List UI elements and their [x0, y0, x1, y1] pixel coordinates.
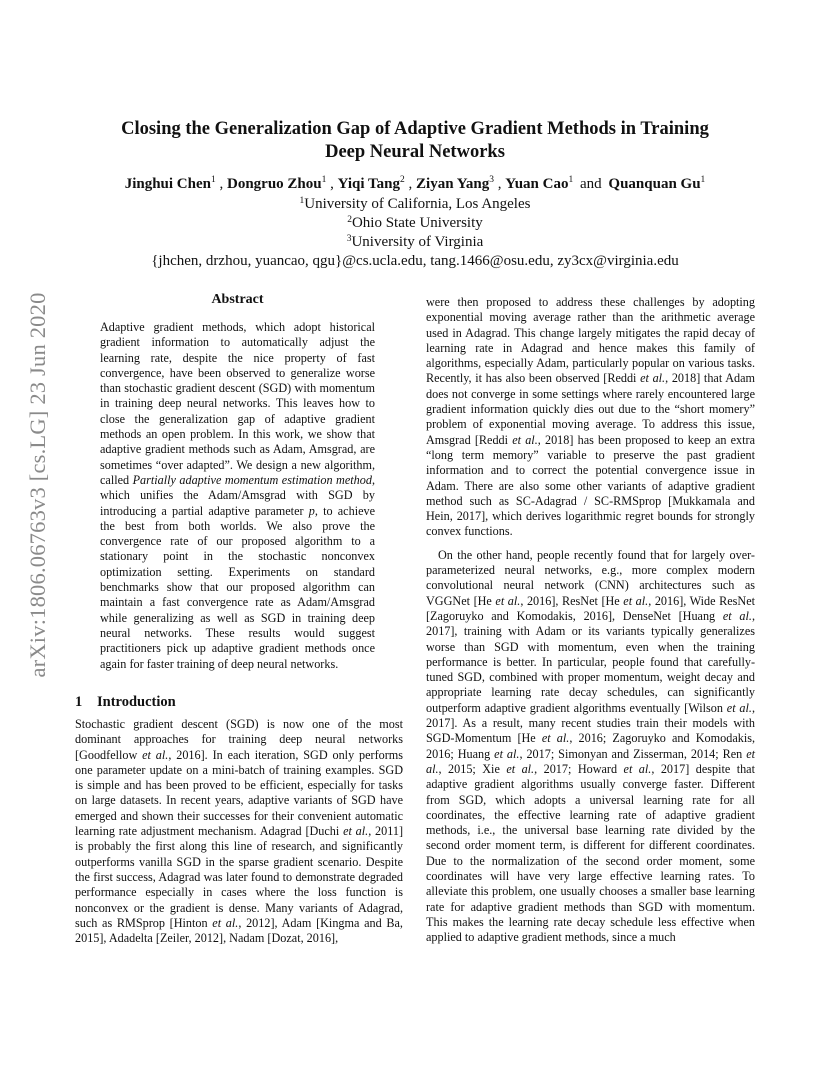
- section-number: 1: [75, 694, 83, 710]
- body-text: , 2016]. In each iteration, SGD only performs one parameter update on a mini-batch of training examples. SGD is simple and has been proved to be efficient, especially for tasks on large datasets. In recent years, adaptive variants of SGD have emerged and shown their successes for their convenient automatic learning rate adjustment mechanism. Adagrad [Duchi: [75, 747, 404, 839]
- affiliation-name: University of Virginia: [351, 234, 484, 250]
- body-text: On the other hand, people recently found that for largely over-parameterized neural networks, e.g., more complex modern convolutional neural network (CNN) architectures such as VGGNet [He: [426, 547, 755, 608]
- body-text: , 2012], Adam [Kingma and Ba, 2015], Adadelta [Zeiler, 2012], Nadam [Dozat, 2016],: [75, 915, 403, 946]
- citation-etal: et al.: [623, 761, 652, 776]
- body-text: were then proposed to address these challenges by adopting exponential moving average rather than the arithmetic average used in Adagrad. This change largely mitigates the rapid decay of learning rate in Adagrad and hence makes this family of algorithms, especially Adam, particularly popular on various tasks. Recently, it has also been observed [Reddi: [426, 295, 755, 386]
- citation-etal: et al.: [212, 915, 239, 930]
- affiliation-name: Ohio State University: [351, 215, 483, 231]
- author-affiliation-mark: 1: [700, 175, 706, 185]
- paper-title: [90, 118, 740, 164]
- author-affiliation-mark: 1: [568, 175, 574, 185]
- section-heading-introduction: [75, 694, 176, 711]
- citation-etal: et al.: [494, 746, 520, 761]
- author-affiliation-mark: 1: [210, 175, 216, 185]
- author-name: Ziyan Yang: [416, 176, 490, 192]
- abstract-text: , which unifies the Adam/Amsgrad with SGD by introducing a partial adaptive parameter: [100, 472, 375, 518]
- parameter-symbol: p: [308, 503, 315, 518]
- author-name: Jinghui Chen: [124, 176, 211, 192]
- affiliation-mark: 3: [346, 234, 352, 244]
- citation-etal: et al.: [343, 824, 369, 839]
- arxiv-identifier: [18, 290, 58, 680]
- body-text: , 2017; Simonyan and Zisserman, 2014; Ren: [519, 746, 747, 761]
- citation-etal: et al.: [506, 761, 535, 776]
- author-affiliation-mark: 2: [400, 175, 405, 185]
- author-name: Quanquan Gu: [608, 176, 701, 192]
- citation-etal: et al.: [426, 746, 755, 776]
- citation-etal: et al.: [495, 593, 521, 608]
- title-line-2: Deep Neural Networks: [325, 142, 505, 162]
- citation-etal: et al.: [640, 371, 666, 386]
- affiliation-2: [60, 214, 770, 232]
- abstract-body: [100, 320, 375, 672]
- body-text: Stochastic gradient descent (SGD) is now one of the most dominant approaches for training deep neural networks [Goodfellow: [75, 717, 403, 762]
- affiliation-3: [60, 233, 770, 251]
- body-text: , 2016], ResNet [He: [520, 593, 624, 608]
- introduction-paragraph: [75, 717, 403, 946]
- body-text: , 2018] has been proposed to keep an extra “long term memory” variable to preserve the past gradient information and to correct the potential convergence issue in Adam. There are also some other variants of adaptive gradient method such as SC-Adagrad / SC-RMSprop [Mukkamala and Hein, 2017], which derives logarithmic regret bounds for strongly convex functions.: [426, 432, 755, 539]
- author-affiliation-mark: 1: [321, 175, 327, 185]
- citation-etal: et al.: [726, 700, 752, 715]
- arxiv-identifier-text: arXiv:1806.06763v3 [cs.LG] 23 Jun 2020: [25, 292, 50, 678]
- author-list: Jinghui Chen$^1$ , Dongruo Zhou$^1$ , Yiqi Tang$^2$ , Ziyan Yang$^3$ , Yuan Cao$^1$ and Quanquan Gu$^1$: [124, 175, 706, 192]
- algorithm-name: Partially adaptive momentum estimation method: [132, 472, 372, 487]
- citation-etal: et al.: [142, 747, 169, 762]
- abstract-heading: Abstract: [211, 292, 264, 307]
- citation-etal: et al.: [722, 608, 752, 623]
- affiliation-mark: 1: [299, 196, 305, 206]
- right-column: [426, 295, 755, 945]
- abstract-text: , to achieve the best from both worlds. We also prove the convergence rate of our proposed algorithm to a stationary point in the stochastic nonconvex optimization setting. Experiments on standard benchmarks show that our proposed algorithm can maintain a fast convergence rate as Adam/Amsgrad while generalizing as well as SGD in training deep neural networks. These results would suggest practitioners pick up adaptive gradient methods once again for faster training of deep neural networks.: [100, 503, 375, 671]
- citation-etal: et al.: [623, 593, 649, 608]
- body-text: , 2011] is probably the first along this line of research, and significantly outperforms vanilla SGD in the sparse gradient scenario. Despite the first success, Adagrad was later found to demonstrate degraded performance especially in cases where the loss function is nonconvex or the gradient is dense. Many variants of Adagrad, such as RMSprop [Hinton: [75, 824, 404, 930]
- body-text: , 2017; Howard: [534, 761, 624, 776]
- body-text: , 2017], training with Adam or its variants typically generalizes worse than SGD with momentum, even when the training performance is better. In particular, people found that carefully-tuned SGD, combined with proper momentum, weight decay and appropriate learning rate decay schedules, can significantly outperform adaptive gradient algorithms eventually [Wilson: [426, 608, 755, 715]
- body-text: , 2018] that Adam does not converge in some settings where rarely encountered large gradient information quickly dies out due to the “short momery” problem of exponential moving average. To address this issue, Amsgrad [Reddi: [426, 371, 755, 447]
- citation-etal: et al.: [541, 731, 570, 746]
- author-conjunction: and: [579, 176, 602, 192]
- affiliation-mark: 2: [347, 215, 352, 225]
- body-text: , 2016], Wide ResNet [Zagoruyko and Komodakis, 2016], DenseNet [Huang: [426, 593, 756, 623]
- body-text: , 2015; Xie: [438, 761, 507, 776]
- affiliation-1: [60, 195, 770, 213]
- affiliation-name: University of California, Los Angeles: [304, 196, 531, 212]
- author-affiliation-mark: 3: [489, 175, 494, 185]
- section-title: Introduction: [97, 694, 176, 710]
- abstract-text: Adaptive gradient methods, which adopt historical gradient information to automatically adjust the learning rate, despite the nice property of fast convergence, have been observed to generalize worse than stochastic gradient descent (SGD) with momentum in training deep neural networks. This leaves how to close the generalization gap of adaptive gradient methods an open problem. In this work, we show that adaptive gradient methods such as Adam, Amsgrad, are sometimes “over adapted”. We design a new algorithm, called: [100, 320, 375, 487]
- author-emails: {jhchen, drzhou, yuancao, qgu}@cs.ucla.edu, tang.1466@osu.edu, zy3cx@virginia.edu: [151, 253, 679, 269]
- right-paragraph-2: [426, 548, 755, 946]
- title-line-1: Closing the Generalization Gap of Adaptive Gradient Methods in Training: [121, 119, 709, 139]
- citation-etal: et al.: [512, 432, 538, 447]
- body-text: , 2016; Zagoruyko and Komodakis, 2016; Huang: [426, 731, 755, 761]
- right-paragraph-1: [426, 295, 755, 540]
- author-name: Dongruo Zhou: [226, 176, 322, 192]
- body-text: , 2017]. As a result, many recent studies train their models with SGD-Momentum [He: [426, 700, 755, 746]
- author-name: Yiqi Tang: [337, 176, 401, 192]
- author-name: Yuan Cao: [505, 176, 569, 192]
- body-text: , 2017] despite that adaptive gradient algorithms usually converge faster. Different from SGD, which adopts a universal learning rate for all coordinates, the effective learning rate of adaptive gradient methods, i.e., the universal base learning rate divided by the second order moment term, is different for different coordinates. Due to the normalization of the second order moment, some coordinates will have very large effective learning rates. To alleviate this problem, one usually chooses a smaller base learning rate for adaptive gradient methods than SGD with momentum. This makes the learning rate decay schedule less effective when applied to adaptive gradient methods, since a much: [426, 761, 755, 945]
